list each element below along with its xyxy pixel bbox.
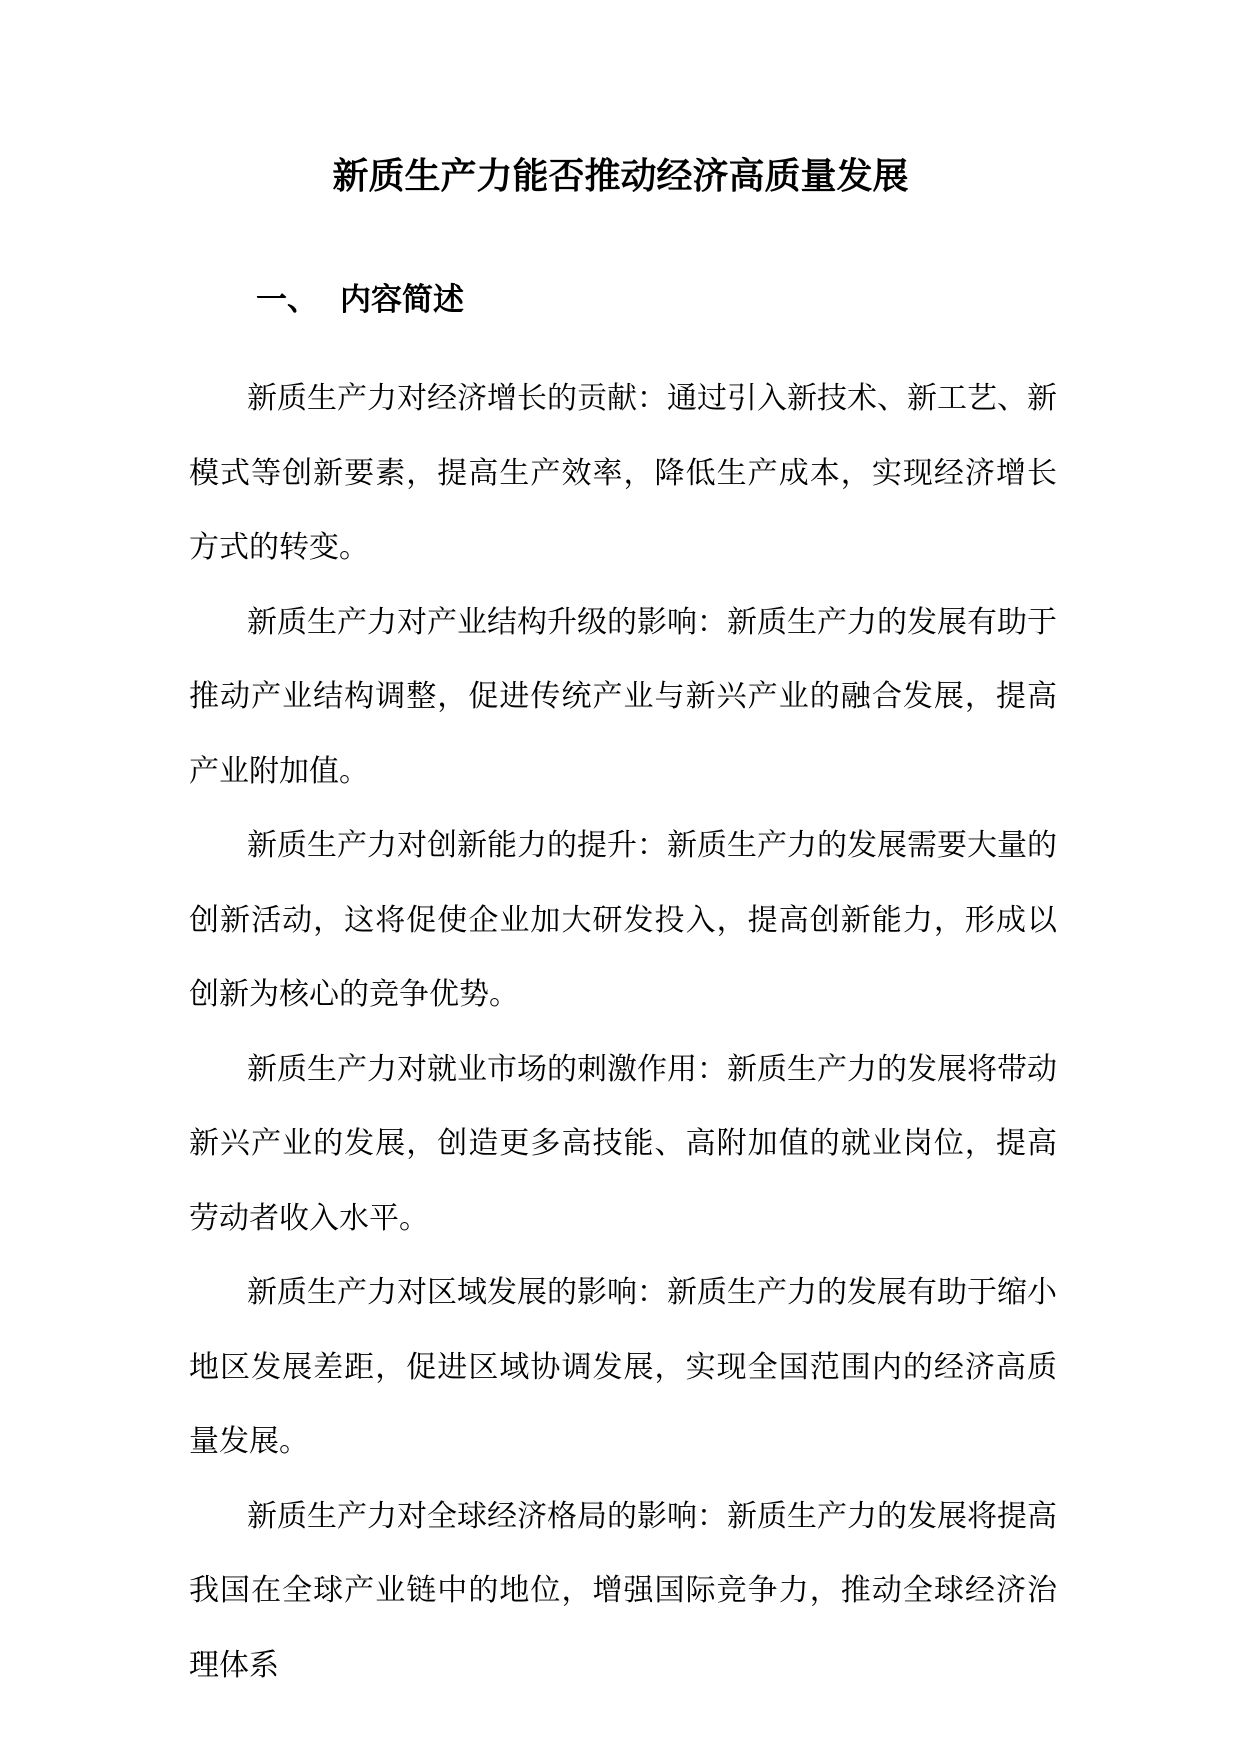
paragraph-economic-growth: 新质生产力对经济增长的贡献：通过引入新技术、新工艺、新模式等创新要素，提高生产效率，降低生产成本，实现经济增长方式的转变。 xyxy=(189,381,1057,565)
paragraph-industrial-structure: 新质生产力对产业结构升级的影响：新质生产力的发展有助于推动产业结构调整，促进传统产业与新兴产业的融合发展，提高产业附加值。 xyxy=(189,604,1057,789)
body-text xyxy=(189,362,1057,1703)
section-number: 一、 xyxy=(256,282,318,318)
section-title: 内容简述 xyxy=(340,282,464,318)
paragraph-employment-market: 新质生产力对就业市场的刺激作用：新质生产力的发展将带动新兴产业的发展，创造更多高技能、高附加值的就业岗位，提高劳动者收入水平。 xyxy=(189,1051,1057,1236)
page-title: 新质生产力能否推动经济高质量发展 xyxy=(332,156,909,197)
paragraph-global-economy: 新质生产力对全球经济格局的影响：新质生产力的发展将提高我国在全球产业链中的地位，增强国际竞争力，推动全球经济治理体系 xyxy=(189,1498,1057,1683)
paragraph-innovation-capacity: 新质生产力对创新能力的提升：新质生产力的发展需要大量的创新活动，这将促使企业加大研发投入，提高创新能力，形成以创新为核心的竞争优势。 xyxy=(189,828,1057,1012)
section-heading xyxy=(256,277,464,323)
paragraph-regional-development: 新质生产力对区域发展的影响：新质生产力的发展有助于缩小地区发展差距，促进区域协调发展，实现全国范围内的经济高质量发展。 xyxy=(189,1275,1057,1459)
